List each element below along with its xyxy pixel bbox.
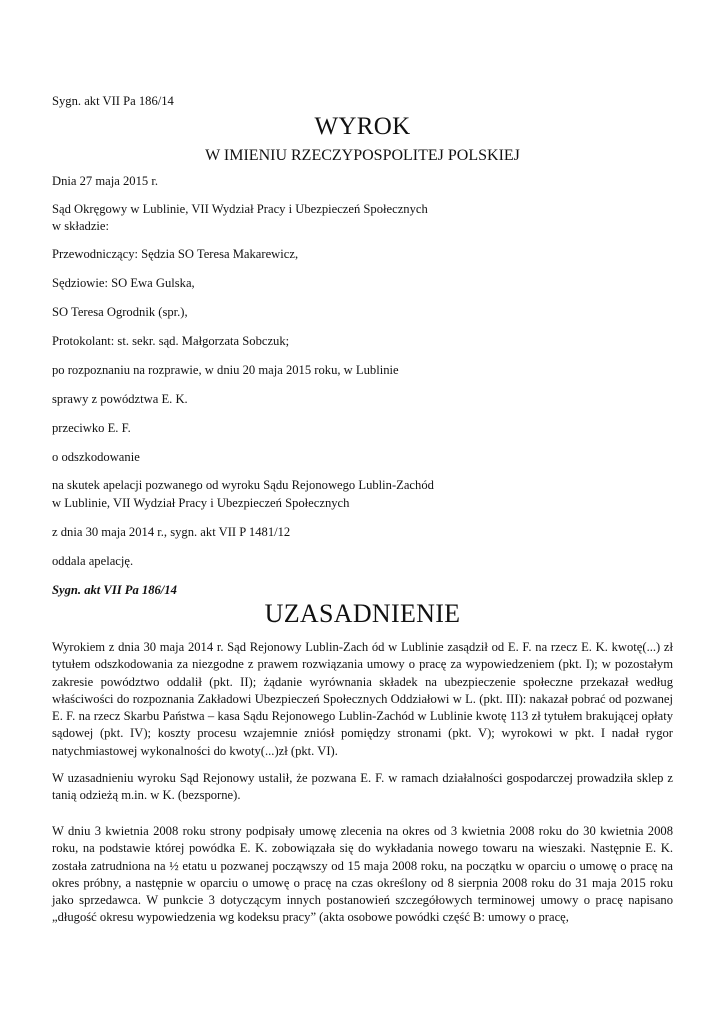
- court-clerk: Protokolant: st. sekr. sąd. Małgorzata Sobczuk;: [52, 334, 290, 348]
- justification-paragraph-1: Wyrokiem z dnia 30 maja 2014 r. Sąd Rejonowy Lublin-Zach ód w Lublinie zasądził od E. F. na rzecz E. K. kwotę(...) zł tytułem odszkodowania za niezgodne z prawem rozwiązania umowy o pracę za wypowiedzeniem (pkt. I); w pozostałym zakresie powództwo oddalił (pkt. II); żądanie wyrównania składek na ubezpieczenie społeczne przekazał według właściwości do rozpoznania Zakładowi Ubezpieczeń Społecznych Oddziałowi w L. (pkt. III): nakazał pobrać od pozwanej E. F. na rzecz Skarbu Państwa – kasa Sądu Rejonowego Lublin-Zachód w Lublinie kwotę 113 zł tytułem brakującej opłaty sądowej (pkt. IV); koszty procesu wzajemnie zniósł pomiędzy stronami (pkt. V); wyrokowi w pkt. I nadał rygor natychmiastowej wykonalności do kwoty(...)zł (pkt. VI).: [52, 640, 673, 758]
- justification-paragraph-2: W uzasadnieniu wyroku Sąd Rejonowy ustalił, że pozwana E. F. w ramach działalności gospodarczej prowadziła sklep z tanią odzieżą m.in. w K. (bezsporne).: [52, 771, 673, 803]
- appealed-judgment: z dnia 30 maja 2014 r., sygn. akt VII P 1481/12: [52, 525, 291, 539]
- presiding-judge: Przewodniczący: Sędzia SO Teresa Makarewicz,: [52, 247, 299, 261]
- document-subtitle: W IMIENIU RZECZYPOSPOLITEJ POLSKIEJ: [205, 147, 520, 164]
- document-title: WYROK: [314, 113, 411, 140]
- hearing-info: po rozpoznaniu na rozprawie, w dniu 20 maja 2015 roku, w Lublinie: [52, 363, 399, 377]
- justification-case-number: Sygn. akt VII Pa 186/14: [52, 583, 177, 597]
- case-subject: o odszkodowanie: [52, 450, 140, 464]
- defendant: przeciwko E. F.: [52, 421, 131, 435]
- court-name: Sąd Okręgowy w Lublinie, VII Wydział Pracy i Ubezpieczeń Społecznych: [52, 202, 428, 216]
- judgment-date: Dnia 27 maja 2015 r.: [52, 174, 158, 188]
- court-composition-label: w składzie:: [52, 219, 110, 233]
- justification-paragraph-3: W dniu 3 kwietnia 2008 roku strony podpisały umowę zlecenia na okres od 3 kwietnia 2008 roku do 30 kwietnia 2008 roku, na podstawie której powódka E. K. zobowiązała się do wykładania nowego towaru na wieszaki. Następnie E. K. została zatrudniona na ½ etatu u pozwanej począwszy od 15 maja 2008 roku, na początku w oparciu o umowę o pracę na okres próbny, a następnie w oparciu o umowę o pracę na czas określony od 8 sierpnia 2008 roku do 31 maja 2015 roku jako sprzedawca. W punkcie 3 dotyczącym innych postanowień szczegółowych terminowej umowy o pracę napisano „długość okresu wypowiedzenia wg kodeksu pracy” (akta osobowe powódki część B: umowy o pracę,: [52, 824, 673, 925]
- plaintiff: sprawy z powództwa E. K.: [52, 392, 188, 406]
- ruling: oddala apelację.: [52, 554, 134, 568]
- appeal-info-line2: w Lublinie, VII Wydział Pracy i Ubezpieczeń Społecznych: [52, 496, 350, 510]
- justification-title: UZASADNIENIE: [264, 599, 461, 628]
- case-number: Sygn. akt VII Pa 186/14: [52, 94, 174, 108]
- judge-rapporteur: SO Teresa Ogrodnik (spr.),: [52, 305, 188, 319]
- appeal-info-line1: na skutek apelacji pozwanego od wyroku Sądu Rejonowego Lublin-Zachód: [52, 478, 434, 492]
- judges: Sędziowie: SO Ewa Gulska,: [52, 276, 195, 290]
